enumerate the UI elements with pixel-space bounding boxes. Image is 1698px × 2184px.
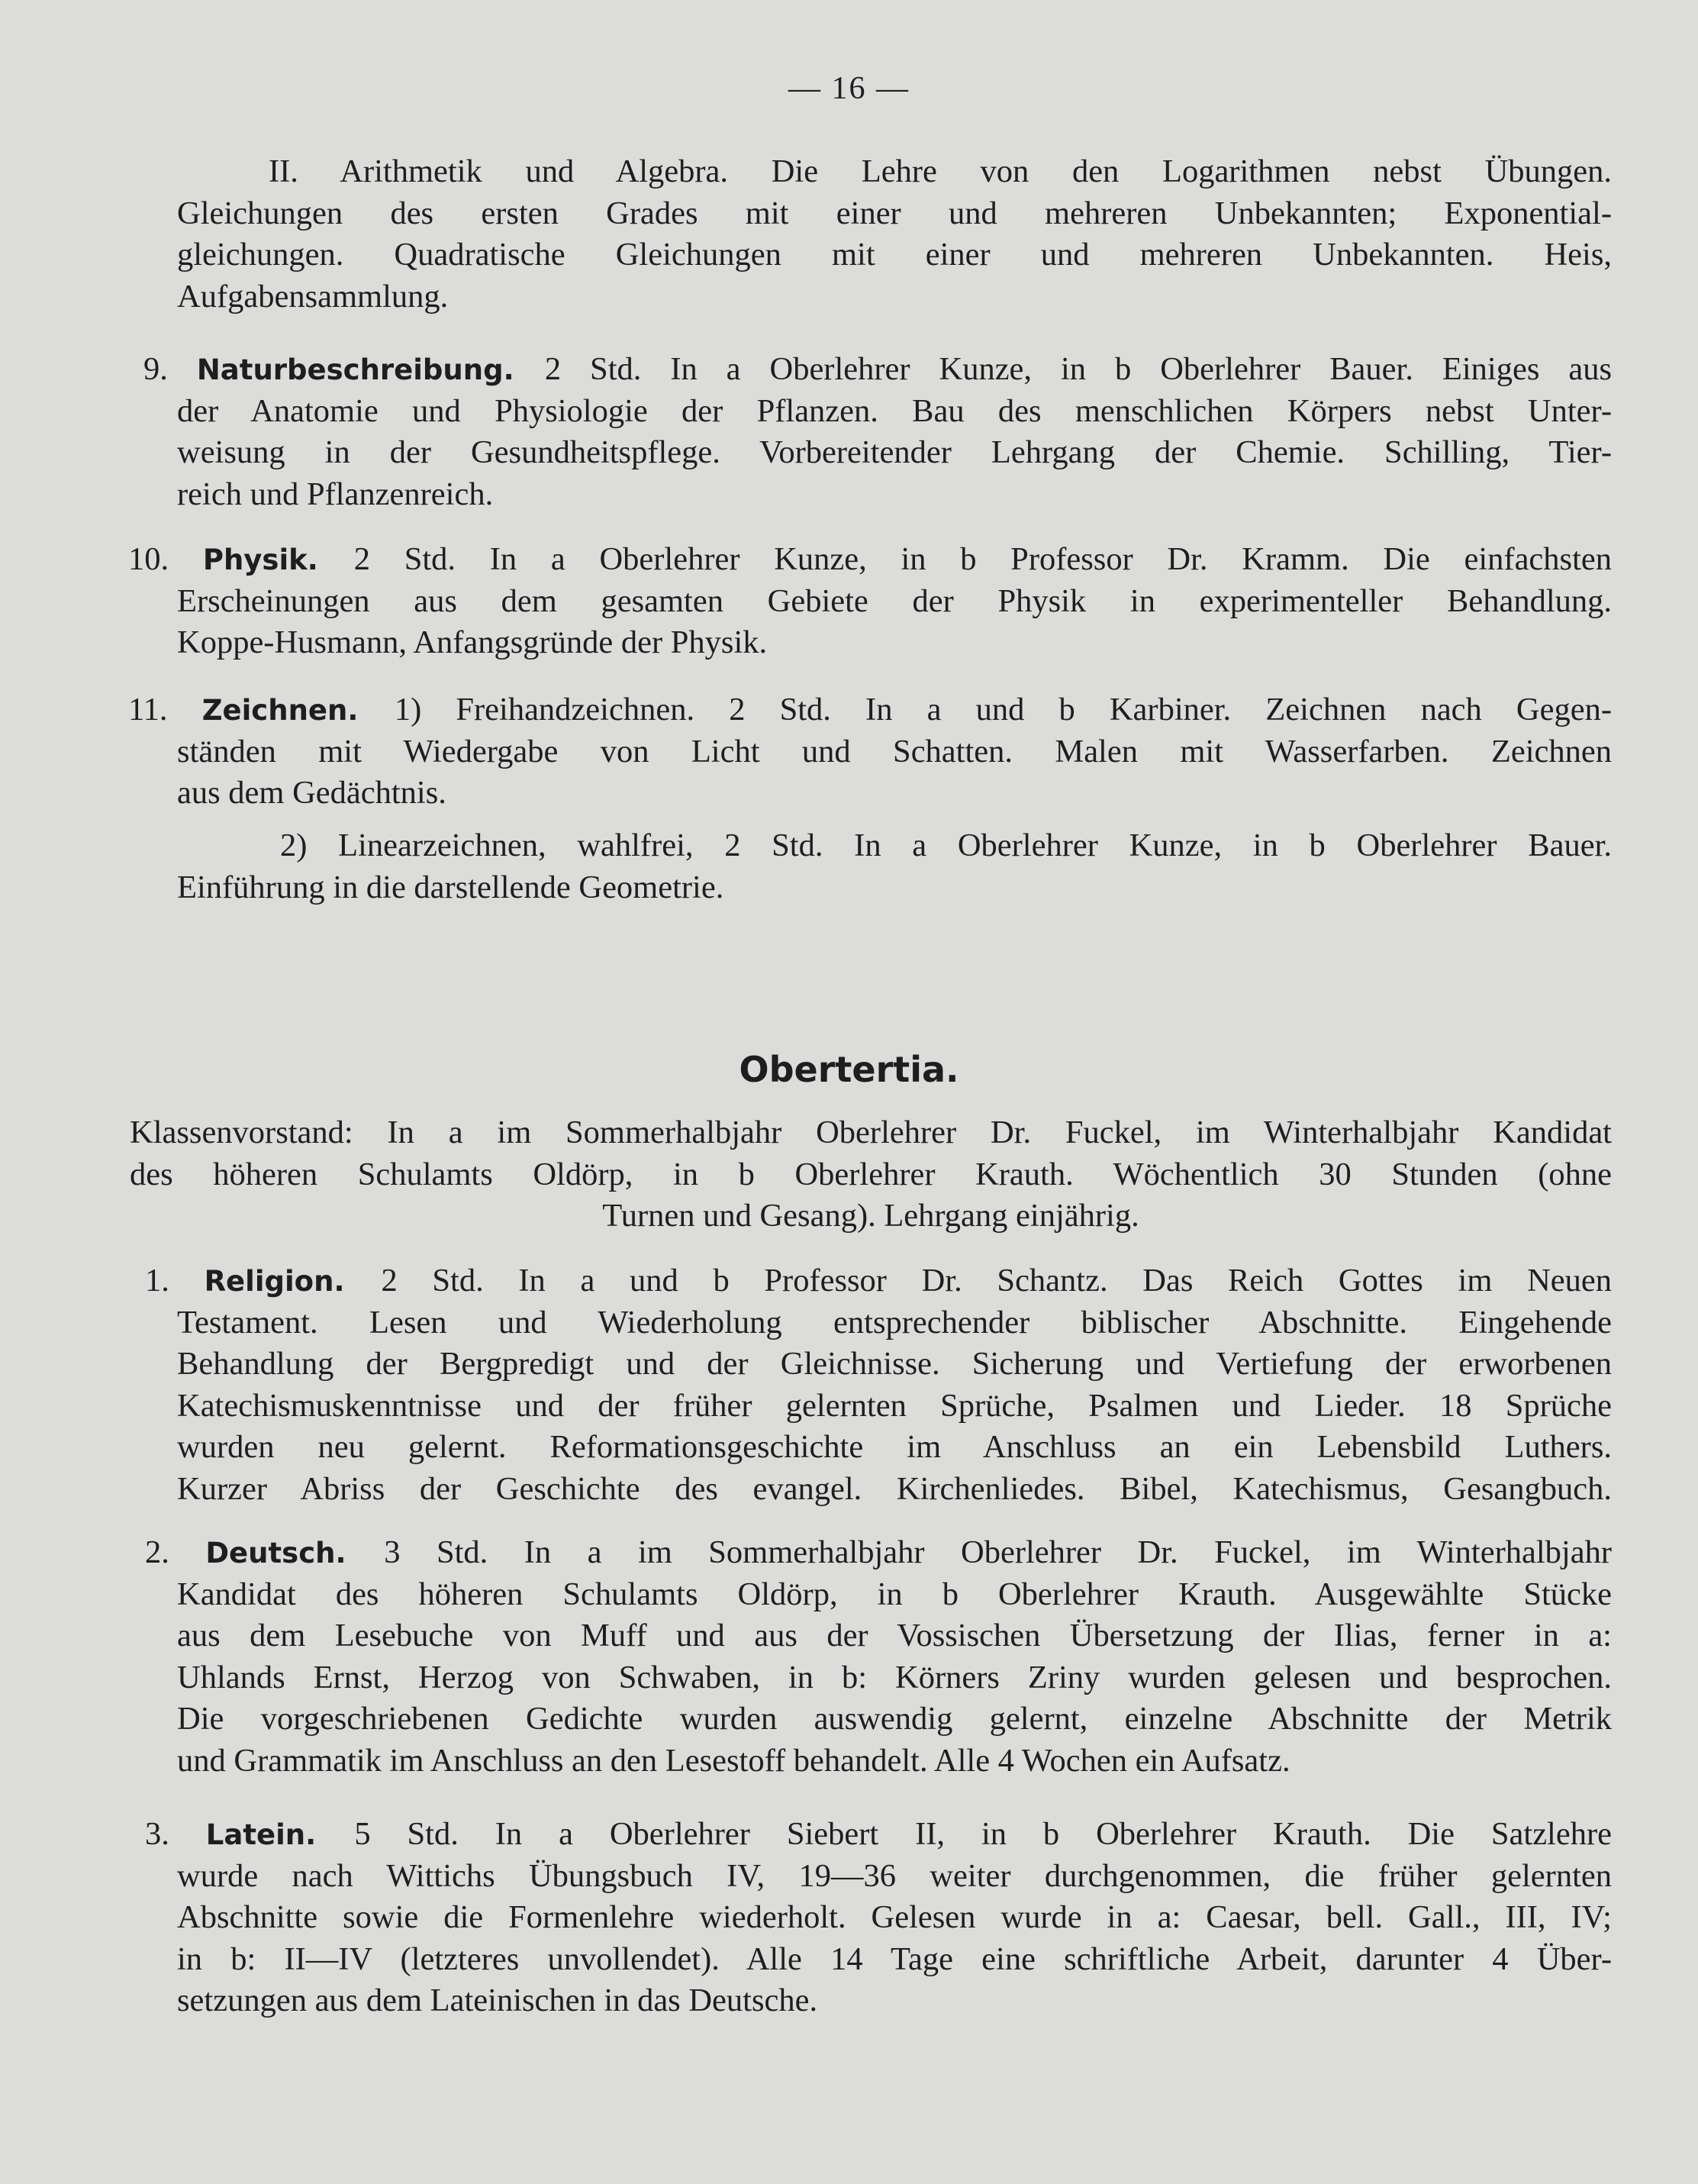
item-heading: Religion. <box>204 1265 382 1298</box>
text-line: Testament. Lesen und Wiederholung entsprechender biblischer Abschnitte. Eingehende <box>177 1304 1612 1340</box>
item-text: 3 Std. In a im Sommerhalbjahr Oberlehrer Dr. Fuckel, im Winterhalbjahr <box>384 1534 1613 1570</box>
section-title: Obertertia. <box>739 1049 959 1090</box>
text-line: Turnen und Gesang). Lehrgang einjährig. <box>602 1198 1139 1234</box>
text-line: des höheren Schulamts Oldörp, in b Oberlehrer Krauth. Wöchentlich 30 Stunden (ohne <box>130 1156 1612 1192</box>
item-heading: Naturbeschreibung. <box>196 353 545 386</box>
page-number: — 16 — <box>788 71 910 106</box>
text-line: reich und Pflanzenreich. <box>177 476 494 512</box>
text-line: Erscheinungen aus dem gesamten Gebiete der Physik in experimenteller Behandlung. <box>177 582 1612 619</box>
text-line: Kandidat des höheren Schulamts Oldörp, in b Oberlehrer Krauth. Ausgewählte Stücke <box>177 1576 1612 1612</box>
item-text: 2 Std. In a und b Professor Dr. Schantz. Das Reich Gottes im Neuen <box>381 1263 1612 1298</box>
text-line: Gleichungen des ersten Grades mit einer und mehreren Unbekannten; Exponential- <box>177 195 1612 231</box>
item-physik-body <box>177 581 1612 664</box>
text-line: Aufgabensammlung. <box>177 278 449 315</box>
item-naturbeschreibung-body <box>177 391 1612 516</box>
item-latein-body <box>177 1856 1612 2022</box>
text-line: wurden neu gelernt. Reformationsgeschichte im Anschluss an ein Lebensbild Luthers. <box>177 1429 1612 1465</box>
klassenvorstand-paragraph <box>130 1112 1612 1237</box>
item-zeichnen-sub2 <box>177 825 1612 908</box>
item-deutsch <box>145 1532 1612 1575</box>
item-naturbeschreibung <box>143 349 1612 392</box>
text-line: und Grammatik im Anschluss an den Lesestoff behandelt. Alle 4 Wochen ein Aufsatz. <box>177 1742 1290 1779</box>
text-line: II. Arithmetik und Algebra. Die Lehre von den Logarithmen nebst Übungen. <box>269 153 1612 189</box>
paragraph-arithmetik <box>177 151 1612 318</box>
item-number: 11. <box>128 692 168 727</box>
text-line: Klassenvorstand: In a im Sommerhalbjahr Oberlehrer Dr. Fuckel, im Winterhalbjahr Kandidat <box>130 1115 1612 1150</box>
text-line: in b: II—IV (letzteres unvollendet). Alle 14 Tage eine schriftliche Arbeit, darunter 4 Über- <box>177 1940 1612 1977</box>
item-religion-body <box>177 1302 1612 1511</box>
item-number: 2. <box>145 1534 169 1570</box>
item-first-line <box>145 1260 1612 1303</box>
item-text: 1) Freihandzeichnen. 2 Std. In a und b Karbiner. Zeichnen nach Gegen- <box>394 692 1613 727</box>
text-line: Behandlung der Bergpredigt und der Gleichnisse. Sicherung und Vertiefung der erworbenen <box>177 1346 1612 1382</box>
text-line: Uhlands Ernst, Herzog von Schwaben, in b: Körners Zriny wurden gelesen und besprochen. <box>177 1659 1612 1695</box>
text-line: Die vorgeschriebenen Gedichte wurden auswendig gelernt, einzelne Abschnitte der Metrik <box>177 1701 1612 1737</box>
text-line: Einführung in die darstellende Geometrie. <box>177 869 724 905</box>
item-first-line <box>128 689 1612 732</box>
item-latein <box>145 1814 1612 1857</box>
item-physik <box>128 539 1612 582</box>
text-line: Kurzer Abriss der Geschichte des evangel. Kirchenliedes. Bibel, Katechismus, Gesangbuch. <box>177 1470 1612 1507</box>
item-text: 2 Std. In a Oberlehrer Kunze, in b Professor Dr. Kramm. Die einfachsten <box>353 541 1613 577</box>
item-number: 10. <box>128 541 169 577</box>
item-zeichnen-body <box>177 731 1612 815</box>
item-first-line <box>145 1814 1612 1857</box>
item-deutsch-body <box>177 1574 1612 1782</box>
text-line: Katechismuskenntnisse und der früher gelernten Sprüche, Psalmen und Lieder. 18 Sprüche <box>177 1387 1612 1424</box>
item-text: 5 Std. In a Oberlehrer Siebert II, in b Oberlehrer Krauth. Die Satzlehre <box>354 1816 1612 1852</box>
item-heading: Physik. <box>202 544 354 576</box>
text-line: setzungen aus dem Lateinischen in das Deutsche. <box>177 1982 818 2018</box>
text-line: aus dem Gedächtnis. <box>177 775 446 811</box>
text-line: gleichungen. Quadratische Gleichungen mit einer und mehreren Unbekannten. Heis, <box>177 237 1612 273</box>
item-first-line <box>145 1532 1612 1575</box>
item-first-line <box>128 539 1612 582</box>
item-religion <box>145 1260 1612 1303</box>
item-heading: Latein. <box>205 1818 355 1851</box>
text-line: wurde nach Wittichs Übungsbuch IV, 19—36 weiter durchgenommen, die früher gelernten <box>177 1857 1612 1894</box>
item-number: 3. <box>145 1816 169 1852</box>
item-number: 9. <box>143 351 168 387</box>
text-line: ständen mit Wiedergabe von Licht und Schatten. Malen mit Wasserfarben. Zeichnen <box>177 733 1612 769</box>
item-first-line <box>143 349 1612 392</box>
text-line: der Anatomie und Physiologie der Pflanzen. Bau des menschlichen Körpers nebst Unter- <box>177 392 1612 429</box>
item-number: 1. <box>145 1263 169 1298</box>
item-text: 2 Std. In a Oberlehrer Kunze, in b Oberlehrer Bauer. Einiges aus <box>544 351 1612 387</box>
item-heading: Zeichnen. <box>201 694 395 727</box>
item-heading: Deutsch. <box>205 1537 385 1569</box>
text-line: aus dem Lesebuche von Muff und aus der Vossischen Übersetzung der Ilias, ferner in a: <box>177 1618 1612 1653</box>
text-line: Koppe-Husmann, Anfangsgründe der Physik. <box>177 624 768 660</box>
text-line: 2) Linearzeichnen, wahlfrei, 2 Std. In a Oberlehrer Kunze, in b Oberlehrer Bauer. <box>280 827 1612 863</box>
text-line: Abschnitte sowie die Formenlehre wiederholt. Gelesen wurde in a: Caesar, bell. Gall., III, IV; <box>177 1899 1612 1935</box>
text-line: weisung in der Gesundheitspflege. Vorbereitender Lehrgang der Chemie. Schilling, Tier- <box>177 434 1612 470</box>
item-zeichnen <box>128 689 1612 732</box>
